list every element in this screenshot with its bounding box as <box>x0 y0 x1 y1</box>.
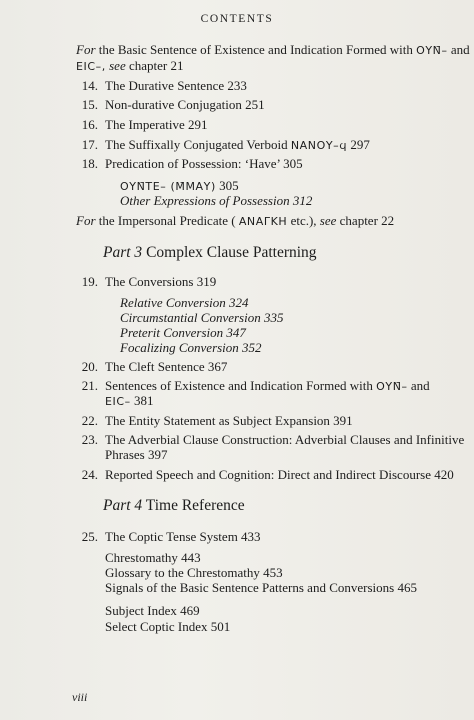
page-folio: viii <box>72 690 88 704</box>
toc-subentry[interactable]: Circumstantial Conversion 335 <box>120 310 284 325</box>
backmatter-chrestomathy[interactable]: Chrestomathy 443 <box>105 550 201 565</box>
note-title: the Basic Sentence of Existence and Indication Formed with <box>98 42 413 57</box>
entry-title: The Conversions 319 <box>105 274 217 289</box>
toc-note-existence <box>76 42 470 59</box>
entry-number: 19. <box>81 274 98 289</box>
entry-title <box>105 137 370 154</box>
entry-page: 381 <box>134 393 154 408</box>
entry-title: The Entity Statement as Subject Expansion 391 <box>105 413 353 428</box>
coptic-term: ΟΥΝ̄– <box>376 380 408 393</box>
part-label: Part 4 <box>103 497 143 514</box>
note-chapter: chapter 22 <box>339 213 395 228</box>
entry-title: The Cleft Sentence 367 <box>105 359 228 374</box>
part-title: Complex Clause Patterning <box>146 244 317 261</box>
toc-subentry[interactable]: Focalizing Conversion 352 <box>120 340 262 355</box>
toc-subentry-other-possession[interactable]: Other Expressions of Possession 312 <box>120 193 313 208</box>
entry-and: and <box>410 378 430 393</box>
part-title: Time Reference <box>145 497 245 514</box>
toc-entry-21-cont <box>105 393 154 410</box>
part-label: Part 3 <box>103 244 143 261</box>
note-mid: etc.), <box>290 213 320 228</box>
entry-title <box>105 378 430 395</box>
coptic-term: ΕΙϹ–, <box>76 60 106 73</box>
entry-title: Reported Speech and Cognition: Direct and Indirect Discourse 420 <box>105 467 454 482</box>
entry-number: 20. <box>81 359 98 374</box>
entry-number: 25. <box>81 529 98 544</box>
coptic-term: ΑΝΑΓΚΗ <box>238 215 288 228</box>
entry-title: The Adverbial Clause Construction: Adverbial Clauses and Infinitive <box>105 432 465 447</box>
note-chapter: chapter 21 <box>128 58 184 73</box>
toc-subentry[interactable]: Relative Conversion 324 <box>120 295 249 310</box>
coptic-term: ΟΥΝ̄ΤΕ– (Μ̄ΜΑΥ) <box>120 180 216 193</box>
part-4-heading[interactable] <box>103 497 245 515</box>
backmatter-glossary[interactable]: Glossary to the Chrestomathy 453 <box>105 565 283 580</box>
entry-page: 297 <box>350 137 370 152</box>
backmatter-signals[interactable]: Signals of the Basic Sentence Patterns and Conversions 465 <box>105 580 417 595</box>
coptic-term: ΝΑΝΟΥ–ϥ <box>290 139 348 152</box>
entry-number: 16. <box>81 117 98 132</box>
entry-title: The Coptic Tense System 433 <box>105 529 261 544</box>
note-and: and <box>450 42 470 57</box>
note-for-prefix: For <box>76 213 96 228</box>
entry-title-text: Sentences of Existence and Indication Formed with <box>105 378 373 393</box>
part-3-heading[interactable] <box>103 244 317 262</box>
entry-number: 18. <box>81 156 98 171</box>
entry-number: 14. <box>81 78 98 93</box>
entry-number: 24. <box>81 467 98 482</box>
coptic-term: ΕΙϹ– <box>105 395 131 408</box>
toc-note-impersonal <box>76 213 394 230</box>
entry-title: Non-durative Conjugation 251 <box>105 97 265 112</box>
toc-note-existence-cont <box>76 58 184 75</box>
toc-entry-23-cont: Phrases 397 <box>105 447 168 462</box>
backmatter-subject-index[interactable]: Subject Index 469 <box>105 603 200 618</box>
bleed-through-text <box>392 80 472 660</box>
note-see: see <box>319 213 337 228</box>
entry-title: Predication of Possession: ‘Have’ 305 <box>105 156 303 171</box>
entry-number: 23. <box>81 432 98 447</box>
entry-title-text: The Suffixally Conjugated Verboid <box>105 137 288 152</box>
note-for-prefix: For <box>76 42 96 57</box>
running-header: CONTENTS <box>200 13 274 25</box>
entry-number: 21. <box>81 378 98 393</box>
entry-title: The Durative Sentence 233 <box>105 78 247 93</box>
note-see: see <box>109 58 126 73</box>
entry-number: 15. <box>81 97 98 112</box>
backmatter-coptic-index[interactable]: Select Coptic Index 501 <box>105 619 231 634</box>
entry-number: 17. <box>81 137 98 152</box>
coptic-term: ΟΥΝ̄– <box>416 44 448 57</box>
entry-title: The Imperative 291 <box>105 117 208 132</box>
entry-page: 305 <box>219 178 239 193</box>
toc-subentry[interactable]: Preterit Conversion 347 <box>120 325 246 340</box>
note-title: the Impersonal Predicate ( <box>98 213 236 228</box>
entry-number: 22. <box>81 413 98 428</box>
